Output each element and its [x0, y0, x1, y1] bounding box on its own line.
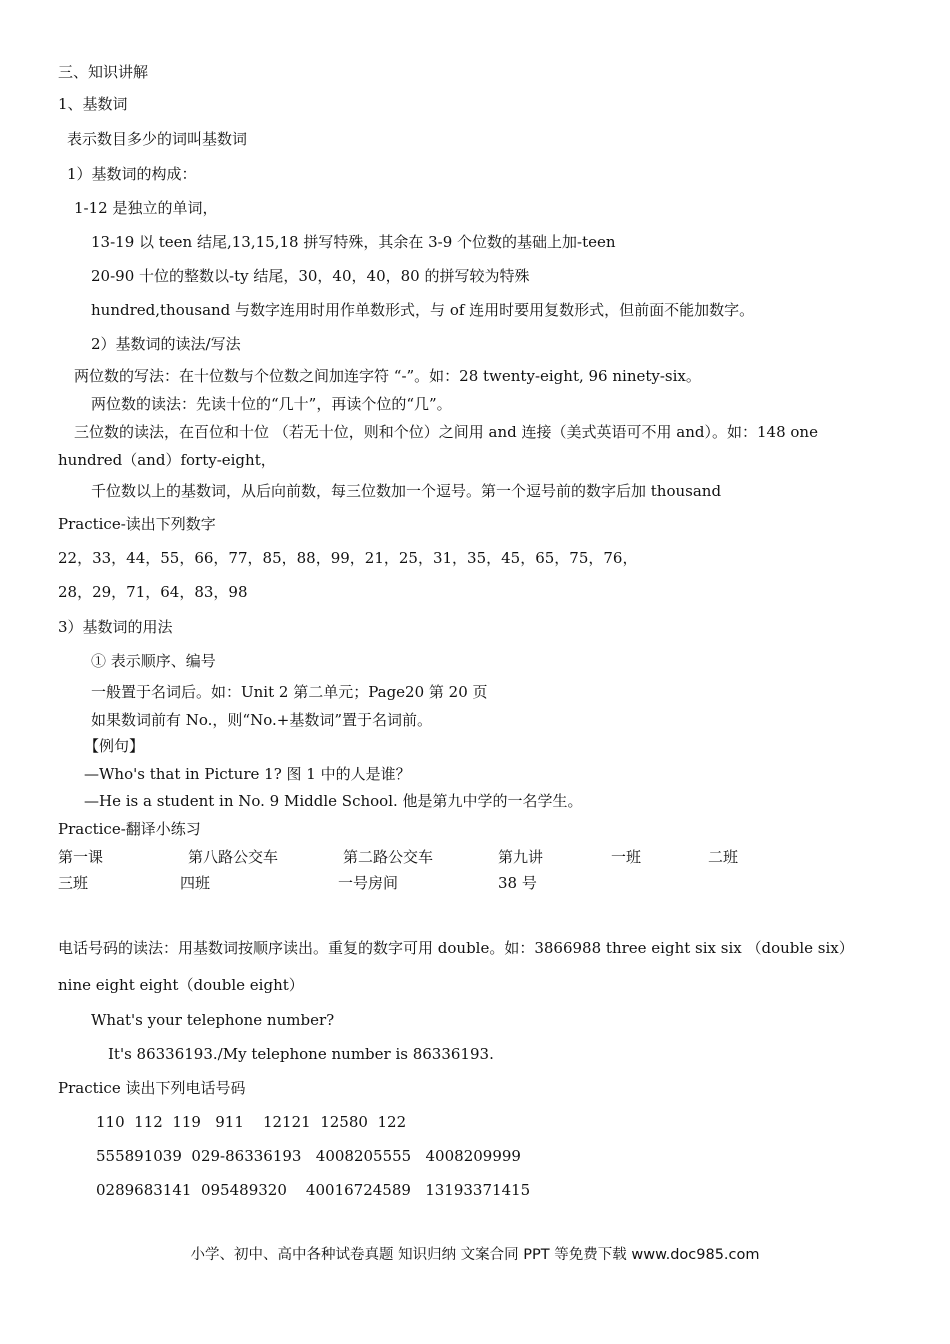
translation-item: 第八路公交车 — [188, 848, 279, 866]
translation-item: 38 号 — [498, 874, 537, 892]
example-sentence: It's 86336193./My telephone number is 86336193. — [108, 1045, 494, 1063]
definition-text: 表示数目多少的词叫基数词 — [67, 130, 248, 148]
body-text: 三位数的读法，在百位和十位 （若无十位，则和个位）之间用 and 连接（美式英语可不用 and）。如：148 one — [74, 423, 818, 441]
example-sentence: What's your telephone number? — [91, 1011, 335, 1029]
body-text: 如果数词前有 No.，则“No.+基数词”置于名词前。 — [91, 711, 432, 729]
body-text: hundred,thousand 与数字连用时用作单数形式，与 of 连用时要用复数形式，但前面不能加数字。 — [91, 301, 755, 319]
point-heading: 1）基数词的构成： — [67, 165, 197, 183]
number-list: 22，33，44，55，66，77，85，88，99，21，25，31，35，45，65，75，76， — [58, 549, 638, 567]
subsection-heading: 1、基数词 — [58, 95, 128, 113]
body-text: nine eight eight（double eight） — [58, 976, 304, 994]
phone-number-list: 110 112 119 911 12121 12580 122 — [96, 1113, 407, 1131]
body-text: 千位数以上的基数词，从后向前数，每三位数加一个逗号。第一个逗号前的数字后加 thousand — [91, 482, 722, 500]
practice-heading: Practice 读出下列电话号码 — [58, 1079, 246, 1097]
body-text: 一般置于名词后。如：Unit 2 第二单元；Page20 第 20 页 — [91, 683, 488, 701]
section-heading: 三、知识讲解 — [58, 63, 149, 81]
example-sentence: —He is a student in No. 9 Middle School. 他是第九中学的一名学生。 — [84, 792, 583, 810]
example-sentence: —Who's that in Picture 1? 图 1 中的人是谁？ — [84, 765, 411, 783]
phone-number-list: 555891039 029-86336193 4008205555 4008209999 — [96, 1147, 521, 1165]
body-text: hundred（and）forty-eight， — [58, 451, 276, 469]
body-text: 电话号码的读法：用基数词按顺序读出。重复的数字可用 double。如：3866988 three eight six six （double six） — [58, 939, 854, 957]
practice-heading: Practice-翻译小练习 — [58, 820, 201, 838]
usage-item: ① 表示顺序、编号 — [91, 652, 216, 670]
body-text: 13-19 以 teen 结尾,13,15,18 拼写特殊，其余在 3-9 个位数的基础上加-teen — [91, 233, 616, 251]
body-text: 两位数的写法：在十位数与个位数之间加连字符 “-”。如：28 twenty-eight, 96 ninety-six。 — [74, 367, 701, 385]
translation-item: 四班 — [180, 874, 211, 892]
translation-item: 三班 — [58, 874, 89, 892]
number-list: 28，29，71，64，83，98 — [58, 583, 248, 601]
translation-item: 一号房间 — [338, 874, 399, 892]
point-heading: 3）基数词的用法 — [58, 618, 173, 636]
page-footer: 小学、初中、高中各种试卷真题 知识归纳 文案合同 PPT 等免费下载 www.doc985.com — [190, 1247, 760, 1263]
body-text: 两位数的读法：先读十位的“几十”，再读个位的“几”。 — [91, 395, 452, 413]
phone-number-list: 0289683141 095489320 40016724589 13193371415 — [96, 1181, 531, 1199]
body-text: 20-90 十位的整数以-ty 结尾，30，40，40，80 的拼写较为特殊 — [91, 267, 530, 285]
point-heading: 2）基数词的读法/写法 — [91, 335, 241, 353]
translation-item: 第九讲 — [498, 848, 544, 866]
translation-item: 一班 — [611, 848, 642, 866]
translation-item: 第二路公交车 — [343, 848, 434, 866]
translation-item: 二班 — [708, 848, 739, 866]
translation-item: 第一课 — [58, 848, 104, 866]
example-label: 【例句】 — [84, 737, 145, 755]
practice-heading: Practice-读出下列数字 — [58, 515, 216, 533]
body-text: 1-12 是独立的单词， — [74, 199, 218, 217]
